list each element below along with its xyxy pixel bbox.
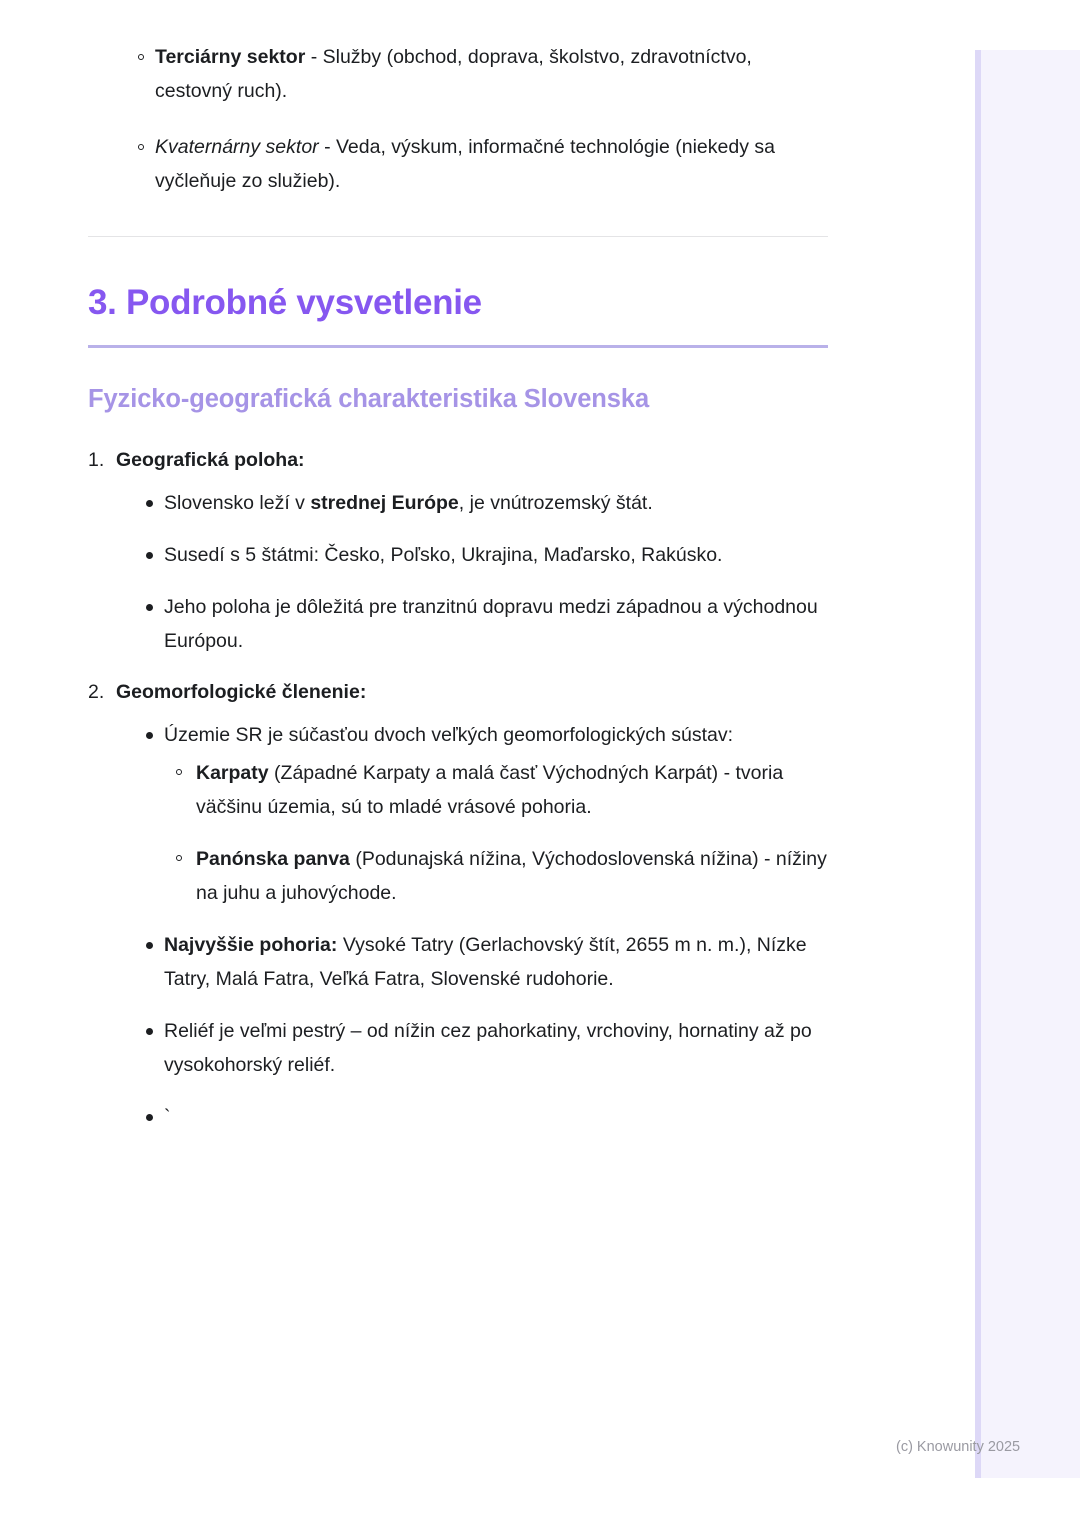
list-item-lead-italic: Kvaternárny sektor xyxy=(155,136,319,158)
list-item-text-tail: Vysoké Tatry (Gerlachovský štít, 2655 m n. m.), Nízke Tatry, Malá Fatra, Veľká Fatra, Slovenské rudohorie. xyxy=(164,934,807,990)
watermark: (c) Knowunity 2025 xyxy=(896,1439,1021,1455)
divider-grey xyxy=(88,236,828,237)
list-item-text-tail: , je vnútrozemský štát. xyxy=(458,492,653,514)
list-item-emphasis: strednej Európe xyxy=(310,492,459,514)
list-item-text: Jeho poloha je dôležitá pre tranzitnú dopravu medzi západnou a východnou Európou. xyxy=(164,596,818,652)
numbered-item-label: Geografická poloha: xyxy=(116,449,305,471)
sub-item-text: (Podunajská nížina, Východoslovenská nížina) - nížiny na juhu a juhovýchode. xyxy=(196,848,827,904)
list-item xyxy=(164,842,828,910)
list-item xyxy=(88,130,828,198)
list-item-text: Slovensko leží v xyxy=(164,492,311,514)
list-item-text: Reliéf je veľmi pestrý – od nížin cez pahorkatiny, vrchoviny, hornatiny až po vysokohorský reliéf. xyxy=(164,1020,812,1076)
sub-item-lead: Karpaty xyxy=(196,762,269,784)
sub-item-text: (Západné Karpaty a malá časť Východných Karpát) - tvoria väčšinu územia, sú to mladé vrásové pohoria. xyxy=(196,762,784,818)
carryover-list xyxy=(88,40,828,198)
list-item xyxy=(116,718,828,910)
bullet-list xyxy=(116,718,828,1134)
numbered-item-body xyxy=(116,486,828,658)
list-item-text: ` xyxy=(164,1106,171,1128)
list-item xyxy=(88,40,828,108)
list-item xyxy=(116,486,828,520)
sub-item-lead: Panónska panva xyxy=(196,848,350,870)
section-heading: 3. Podrobné vysvetlenie xyxy=(88,283,482,322)
list-item xyxy=(116,928,828,996)
list-item-text: - Služby (obchod, doprava, školstvo, zdravotníctvo, cestovný ruch). xyxy=(155,46,752,102)
numbered-item-2 xyxy=(88,676,828,1134)
carryover-list-block xyxy=(88,40,828,198)
list-item-text: Susedí s 5 štátmi: Česko, Poľsko, Ukrajina, Maďarsko, Rakúsko. xyxy=(164,544,723,566)
divider-purple xyxy=(88,345,828,348)
list-item xyxy=(164,756,828,824)
numbered-item-label: Geomorfologické členenie: xyxy=(116,681,367,703)
subsection-heading: Fyzicko-geografická charakteristika Slovenska xyxy=(88,385,650,413)
list-item-text: Územie SR je súčasťou dvoch veľkých geomorfologických sústav: xyxy=(164,724,733,746)
list-item-emphasis: Najvyššie pohoria: xyxy=(164,934,338,956)
numbered-list xyxy=(88,444,828,1134)
sub-bullet-list xyxy=(164,756,828,910)
list-item xyxy=(116,1014,828,1082)
list-item-text: - Veda, výskum, informačné technológie (niekedy sa vyčleňuje zo služieb). xyxy=(155,136,775,192)
list-item xyxy=(116,538,828,572)
list-item-lead: Terciárny sektor xyxy=(155,46,306,68)
bullet-list xyxy=(116,486,828,658)
numbered-item-body xyxy=(116,718,828,1134)
list-item xyxy=(116,590,828,658)
right-side-panel xyxy=(975,50,1080,1478)
document-content xyxy=(88,40,828,1152)
numbered-item-1 xyxy=(88,444,828,658)
list-item xyxy=(116,1100,828,1134)
